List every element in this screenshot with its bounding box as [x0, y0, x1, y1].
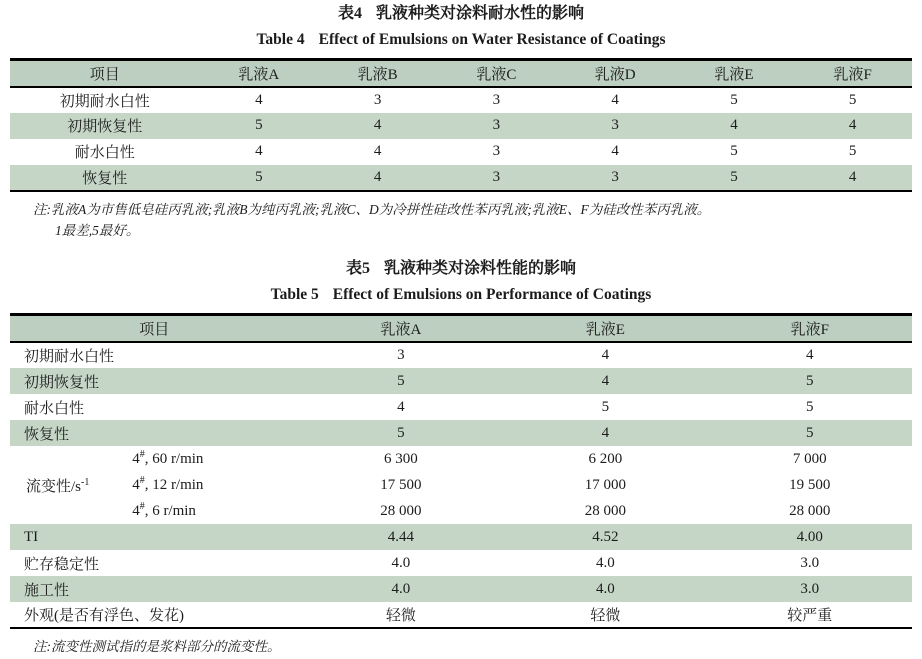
- table5-caption-cn-text: 乳液种类对涂料性能的影响: [384, 259, 577, 277]
- table5-header-cell: 项目: [139, 321, 170, 338]
- cell: 28 000: [380, 502, 422, 519]
- table4-header-cell: 乳液C: [476, 66, 517, 83]
- table-row: [10, 472, 912, 498]
- row-label: 恢复性: [24, 426, 70, 443]
- cell: 17 000: [584, 476, 626, 493]
- row-sublabel: [100, 498, 298, 524]
- table4-header-row: [10, 60, 912, 87]
- table4-caption-en: [10, 29, 912, 51]
- cell: 较严重: [787, 608, 833, 624]
- table5-caption-cn: [10, 258, 912, 280]
- cell: 3.0: [800, 580, 820, 597]
- cell: 5: [397, 424, 405, 441]
- table5-header-cell: 乳液A: [380, 321, 422, 338]
- cell: 3: [492, 117, 501, 133]
- table4-caption-en-text: Effect of Emulsions on Water Resistance of Coatings: [318, 31, 666, 48]
- cell: 4: [848, 168, 857, 185]
- cell: 5: [730, 143, 738, 159]
- table-row: [10, 550, 912, 576]
- sublabel-pre: 4: [132, 476, 140, 493]
- table4-header-cell: 项目: [89, 66, 120, 83]
- cell: 5: [806, 372, 814, 389]
- cell: 5: [255, 117, 263, 133]
- table-row: [10, 602, 912, 628]
- rheology-label-text: 流变性/s: [26, 478, 82, 495]
- table-row: [10, 139, 912, 165]
- cell: 4.0: [391, 580, 411, 597]
- row-label: 贮存稳定性: [24, 556, 100, 573]
- table-row: [10, 446, 912, 472]
- sublabel-sup: #: [139, 474, 145, 486]
- table4-footnote-line2: 1最差,5最好。: [55, 222, 140, 238]
- cell: 3: [373, 91, 382, 108]
- table4-caption-en-label: Table 4: [256, 31, 305, 48]
- sublabel-post: , 6 r/min: [144, 502, 196, 519]
- table5-caption-en-label: Table 5: [270, 285, 319, 303]
- cell: 28 000: [584, 502, 626, 519]
- table-row: [10, 165, 912, 191]
- table4-header-cell: 乳液A: [238, 66, 280, 83]
- sublabel-post: , 12 r/min: [144, 476, 204, 493]
- cell: 28 000: [789, 502, 831, 519]
- cell: 17 500: [380, 476, 422, 493]
- cell: 4: [730, 117, 738, 133]
- cell: 6 200: [588, 450, 623, 467]
- table4-header-cell: 乳液F: [833, 66, 872, 83]
- cell: 5: [730, 91, 738, 108]
- sublabel-post: , 60 r/min: [144, 450, 204, 467]
- table4-caption-cn-text: 乳液种类对涂料耐水性的影响: [376, 5, 585, 22]
- cell: 3: [611, 168, 619, 185]
- cell: 5: [601, 398, 610, 415]
- table4-footnote: [33, 199, 912, 241]
- rheology-label-sup: -1: [81, 476, 90, 488]
- cell: 4: [601, 372, 610, 389]
- cell: 5: [397, 372, 405, 389]
- table-row: [10, 394, 912, 420]
- table4-header-cell: 乳液E: [714, 66, 754, 83]
- cell: 3: [397, 347, 405, 363]
- cell: 4: [373, 117, 382, 133]
- row-label: 初期恢复性: [24, 374, 100, 391]
- table-row: [10, 420, 912, 446]
- table5-header-cell: 乳液F: [790, 321, 829, 338]
- table-row: [10, 87, 912, 113]
- table-row: [10, 524, 912, 550]
- cell: 4.52: [592, 528, 619, 545]
- cell: 5: [730, 168, 738, 185]
- row-label: 初期恢复性: [67, 119, 143, 135]
- table5-caption-en: [10, 284, 912, 306]
- table4-header-cell: 乳液B: [357, 66, 398, 83]
- table4-caption-cn: [10, 3, 912, 25]
- row-label: 初期耐水白性: [59, 93, 150, 110]
- cell: 7 000: [792, 450, 827, 467]
- row-sublabel: [100, 472, 298, 498]
- table5: [10, 313, 912, 630]
- row-label: 初期耐水白性: [24, 349, 115, 365]
- row-label: 耐水白性: [24, 400, 85, 417]
- cell: 3: [492, 168, 501, 185]
- cell: 4: [848, 117, 857, 133]
- cell: 4.0: [595, 554, 615, 571]
- cell: 3: [611, 117, 619, 133]
- table-row: [10, 113, 912, 139]
- row-label: 施工性: [24, 582, 70, 599]
- row-label: 恢复性: [82, 170, 128, 187]
- cell: 4: [601, 347, 610, 363]
- cell: 4: [255, 91, 263, 108]
- cell: 3: [492, 91, 501, 108]
- table5-footnote: 注:流变性测试指的是浆料部分的流变性。: [33, 639, 281, 654]
- cell: 4: [255, 143, 263, 159]
- table-row: [10, 368, 912, 394]
- table4-section: [10, 3, 912, 241]
- cell: 4.00: [796, 528, 823, 545]
- table5-caption-en-text: Effect of Emulsions on Performance of Coatings: [332, 285, 652, 303]
- cell: 4.44: [387, 528, 414, 545]
- table-row: [10, 576, 912, 602]
- row-label: TI: [24, 528, 39, 545]
- sublabel-pre: 4: [132, 502, 140, 519]
- table5-header-row: [10, 314, 912, 342]
- table4-header-cell: 乳液D: [594, 66, 636, 83]
- row-sublabel: [100, 446, 298, 472]
- cell: 4: [373, 168, 382, 185]
- sublabel-sup: #: [139, 448, 145, 460]
- cell: 4.0: [595, 580, 615, 597]
- table4-caption-cn-label: 表4: [337, 5, 362, 22]
- cell: 3: [492, 143, 501, 159]
- sublabel-pre: 4: [132, 450, 140, 467]
- cell: 5: [806, 424, 814, 441]
- table4: [10, 58, 912, 192]
- cell: 5: [848, 91, 857, 108]
- cell: 4: [601, 424, 610, 441]
- cell: 轻微: [590, 608, 621, 624]
- table-row: [10, 498, 912, 524]
- cell: 轻微: [385, 608, 416, 624]
- table-row: [10, 342, 912, 368]
- cell: 4: [806, 347, 814, 363]
- table4-footnote-line1: 注:乳液A为市售低皂硅丙乳液;乳液B为纯丙乳液;乳液C、D为冷拼性硅改性苯丙乳液;乳液E、F为硅改性苯丙乳液。: [33, 201, 711, 217]
- rheology-group-label: [10, 446, 100, 524]
- cell: 19 500: [789, 476, 831, 493]
- cell: 5: [848, 143, 857, 159]
- row-label: 耐水白性: [74, 145, 135, 161]
- cell: 4: [397, 398, 405, 415]
- cell: 5: [255, 168, 263, 185]
- cell: 4: [373, 143, 382, 159]
- table5-caption-cn-label: 表5: [345, 259, 370, 277]
- cell: 4.0: [391, 554, 411, 571]
- sublabel-sup: #: [139, 500, 145, 512]
- table5-header-cell: 乳液E: [585, 321, 625, 338]
- cell: 6 300: [383, 450, 418, 467]
- cell: 5: [806, 398, 814, 415]
- cell: 3.0: [800, 554, 820, 571]
- cell: 4: [611, 143, 619, 159]
- table5-section: [10, 258, 912, 658]
- cell: 4: [611, 91, 619, 108]
- row-label: 外观(是否有浮色、发花): [24, 608, 184, 624]
